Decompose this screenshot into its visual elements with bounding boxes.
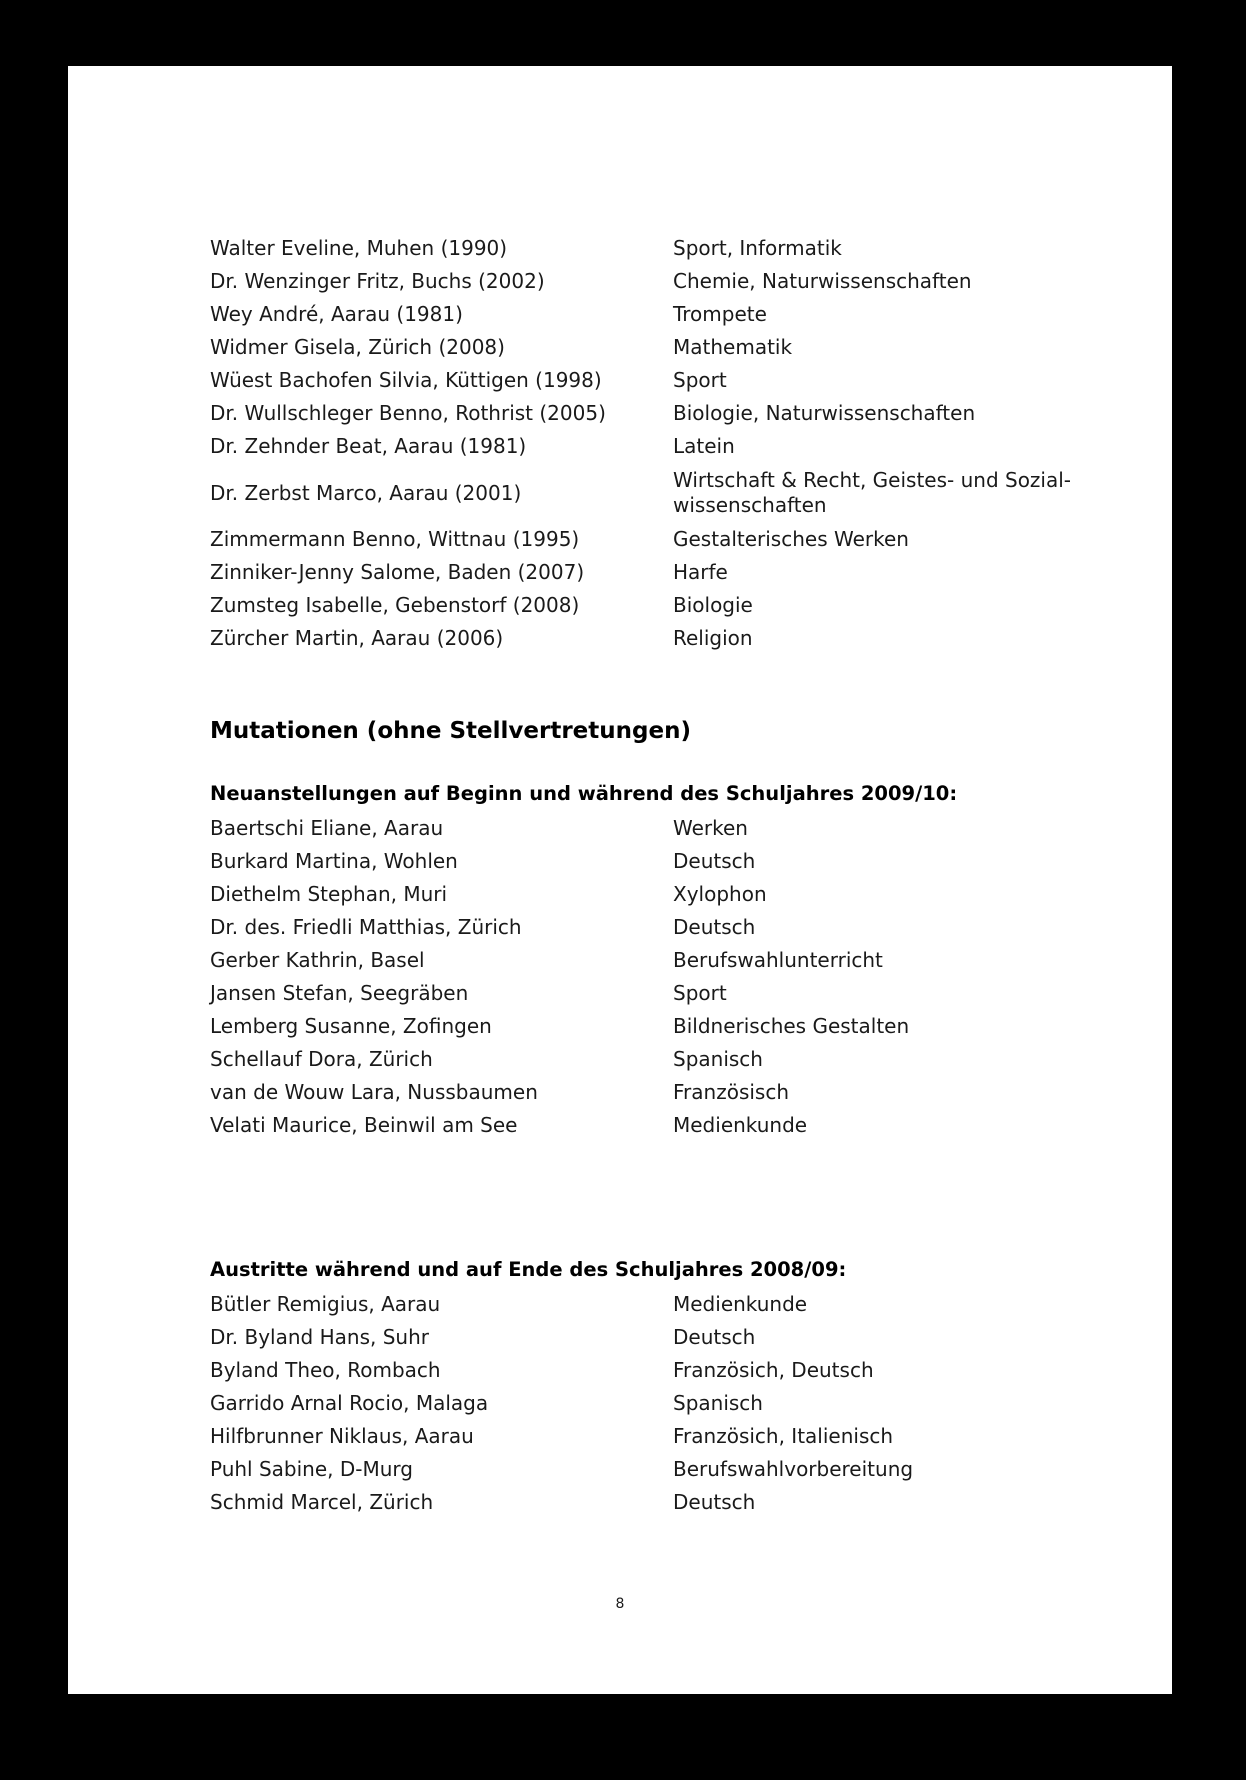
staff-name: van de Wouw Lara, Nussbaumen bbox=[210, 1080, 538, 1104]
staff-name: Schellauf Dora, Zürich bbox=[210, 1047, 433, 1071]
new-hires-title: Neuanstellungen auf Beginn und während des Schuljahres 2009/10: bbox=[210, 782, 958, 805]
staff-name: Lemberg Susanne, Zofingen bbox=[210, 1014, 492, 1038]
document-page bbox=[68, 66, 1172, 1694]
staff-name: Jansen Stefan, Seegräben bbox=[210, 981, 469, 1005]
staff-subject: Deutsch bbox=[673, 849, 756, 873]
staff-subject: Chemie, Naturwissenschaften bbox=[673, 269, 972, 293]
section-title: Mutationen (ohne Stellvertretungen) bbox=[210, 718, 691, 744]
staff-name: Wey André, Aarau (1981) bbox=[210, 302, 463, 326]
list-item bbox=[210, 944, 1110, 977]
staff-name: Widmer Gisela, Zürich (2008) bbox=[210, 335, 505, 359]
departures-list bbox=[210, 1288, 1110, 1519]
list-item bbox=[210, 1076, 1110, 1109]
staff-subject: Berufswahlvorbereitung bbox=[673, 1457, 914, 1481]
staff-name: Dr. Zerbst Marco, Aarau (2001) bbox=[210, 480, 522, 505]
list-item bbox=[210, 556, 1110, 589]
list-item bbox=[210, 622, 1110, 655]
staff-subject: Deutsch bbox=[673, 1490, 756, 1514]
staff-name: Schmid Marcel, Zürich bbox=[210, 1490, 434, 1514]
staff-subject: Sport, Informatik bbox=[673, 236, 842, 260]
staff-subject: Spanisch bbox=[673, 1391, 763, 1415]
list-item bbox=[210, 1420, 1110, 1453]
staff-name: Zimmermann Benno, Wittnau (1995) bbox=[210, 527, 580, 551]
list-item bbox=[210, 1321, 1110, 1354]
staff-subject: Sport bbox=[673, 981, 727, 1005]
staff-name: Baertschi Eliane, Aarau bbox=[210, 816, 444, 840]
page-number: 8 bbox=[615, 1596, 625, 1612]
staff-subject: Bildnerisches Gestalten bbox=[673, 1014, 910, 1038]
staff-name: Dr. Zehnder Beat, Aarau (1981) bbox=[210, 434, 527, 458]
list-item bbox=[210, 977, 1110, 1010]
staff-subject: Medienkunde bbox=[673, 1113, 808, 1137]
staff-subject: Französisch bbox=[673, 1080, 790, 1104]
staff-subject: Xylophon bbox=[673, 882, 767, 906]
staff-subject: Spanisch bbox=[673, 1047, 763, 1071]
staff-name: Garrido Arnal Rocio, Malaga bbox=[210, 1391, 489, 1415]
list-item bbox=[210, 845, 1110, 878]
staff-name: Gerber Kathrin, Basel bbox=[210, 948, 425, 972]
staff-name: Dr. Wenzinger Fritz, Buchs (2002) bbox=[210, 269, 545, 293]
staff-subject: Deutsch bbox=[673, 915, 756, 939]
staff-subject: Religion bbox=[673, 626, 753, 650]
list-item bbox=[210, 1043, 1110, 1076]
staff-name: Dr. Wullschleger Benno, Rothrist (2005) bbox=[210, 401, 606, 425]
list-item bbox=[210, 1387, 1110, 1420]
staff-name: Byland Theo, Rombach bbox=[210, 1358, 441, 1382]
staff-subject: Französich, Deutsch bbox=[673, 1358, 874, 1382]
list-item bbox=[210, 911, 1110, 944]
staff-subject: Deutsch bbox=[673, 1325, 756, 1349]
staff-name: Diethelm Stephan, Muri bbox=[210, 882, 448, 906]
list-item bbox=[210, 331, 1110, 364]
list-item bbox=[210, 397, 1110, 430]
list-item bbox=[210, 430, 1110, 463]
staff-subject: Sport bbox=[673, 368, 727, 392]
staff-subject: Biologie, Naturwissenschaften bbox=[673, 401, 976, 425]
staff-name: Zürcher Martin, Aarau (2006) bbox=[210, 626, 504, 650]
staff-subject: Trompete bbox=[673, 302, 767, 326]
staff-list bbox=[210, 232, 1110, 655]
staff-name: Wüest Bachofen Silvia, Küttigen (1998) bbox=[210, 368, 602, 392]
staff-subject: Wirtschaft & Recht, Geistes- und Sozial-wissenschaften bbox=[673, 468, 1072, 517]
staff-name: Puhl Sabine, D-Murg bbox=[210, 1457, 413, 1481]
departures-title: Austritte während und auf Ende des Schuljahres 2008/09: bbox=[210, 1258, 847, 1281]
staff-subject: Mathematik bbox=[673, 335, 793, 359]
staff-subject: Medienkunde bbox=[673, 1292, 808, 1316]
staff-subject: Berufswahlunterricht bbox=[673, 948, 883, 972]
new-hires-list bbox=[210, 812, 1110, 1142]
list-item bbox=[210, 364, 1110, 397]
staff-subject: Werken bbox=[673, 816, 748, 840]
list-item bbox=[210, 1486, 1110, 1519]
list-item bbox=[210, 878, 1110, 911]
staff-name: Hilfbrunner Niklaus, Aarau bbox=[210, 1424, 474, 1448]
staff-name: Walter Eveline, Muhen (1990) bbox=[210, 236, 508, 260]
list-item bbox=[210, 265, 1110, 298]
staff-name: Zinniker-Jenny Salome, Baden (2007) bbox=[210, 560, 585, 584]
list-item bbox=[210, 589, 1110, 622]
list-item bbox=[210, 1453, 1110, 1486]
list-item bbox=[210, 1109, 1110, 1142]
staff-subject: Französich, Italienisch bbox=[673, 1424, 894, 1448]
staff-name: Zumsteg Isabelle, Gebenstorf (2008) bbox=[210, 593, 580, 617]
list-item bbox=[210, 523, 1110, 556]
list-item bbox=[210, 1010, 1110, 1043]
staff-name: Velati Maurice, Beinwil am See bbox=[210, 1113, 518, 1137]
list-item bbox=[210, 298, 1110, 331]
staff-name: Dr. Byland Hans, Suhr bbox=[210, 1325, 429, 1349]
staff-subject: Biologie bbox=[673, 593, 753, 617]
staff-name: Burkard Martina, Wohlen bbox=[210, 849, 458, 873]
staff-name: Dr. des. Friedli Matthias, Zürich bbox=[210, 915, 522, 939]
staff-subject: Gestalterisches Werken bbox=[673, 527, 909, 551]
staff-subject: Latein bbox=[673, 434, 735, 458]
staff-name: Bütler Remigius, Aarau bbox=[210, 1292, 441, 1316]
list-item bbox=[210, 1288, 1110, 1321]
list-item bbox=[210, 1354, 1110, 1387]
staff-subject: Harfe bbox=[673, 560, 728, 584]
list-item bbox=[210, 232, 1110, 265]
list-item bbox=[210, 812, 1110, 845]
list-item bbox=[210, 463, 1110, 523]
